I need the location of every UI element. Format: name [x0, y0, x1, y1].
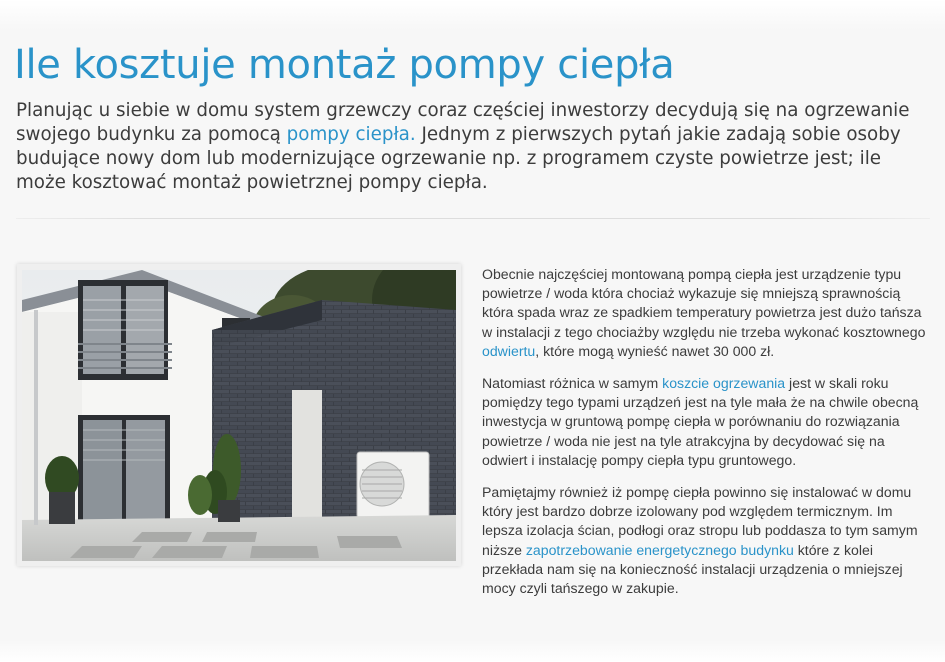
article-paragraph — [482, 483, 932, 598]
article-text — [482, 265, 932, 611]
paragraph-text: , które mogą wynieść nawet 30 000 zł. — [535, 342, 775, 359]
koszcie-ogrzewania-link[interactable]: koszcie ogrzewania — [662, 375, 786, 392]
paragraph-text: Pamiętajmy również iż pompę ciepła powinno się instalować w domu który jest bardzo dobrze izolowany pod względem termicznym. Im lepsza izolacja ścian, podłogi oraz stropu lub poddasza to tym samym niższe — [482, 484, 918, 558]
paragraph-text: jest w skali roku pomiędzy tego typami urządzeń jest na tyle mała że na chwile obecną inwestycja w gruntową pompę ciepła w porównaniu do rozwiązania powietrze / woda nie jest na tyle atrakcyjna by decydować się na odwiert i instalację pompy ciepła typu gruntowego. — [482, 375, 919, 468]
paragraph-text: Obecnie najczęściej montowaną pompą ciepła jest urządzenie typu powietrze / woda która chociaż wykazuje się mniejszą sprawnością która spada wraz ze spadkiem temperatury powietrza jest dużo tańsza w instalacji z tego chociażby względu nie trzeba wykonać kosztownego — [482, 266, 926, 340]
paragraph-text: Natomiast różnica w samym — [482, 375, 663, 392]
intro-paragraph — [16, 99, 916, 195]
odwiertu-link[interactable]: odwiertu — [482, 342, 536, 359]
zapotrzebowanie-energetyczne-link[interactable]: zapotrzebowanie energetycznego budynku — [525, 541, 794, 558]
pompy-ciepla-link[interactable]: pompy ciepła. — [286, 124, 416, 145]
intro-text-end: Jednym z pierwszych pytań jakie zadają sobie osoby budujące nowy dom lub modernizujące ogrzewanie np. z programem czyste powietrze jest; ile może kosztować montaż powietrznej pompy ciepła. — [16, 124, 901, 193]
page-title: Ile kosztuje montaż pompy ciepła — [14, 42, 675, 88]
article-paragraph — [482, 265, 932, 361]
article-paragraph — [482, 374, 932, 470]
house-heat-pump-photo — [22, 270, 456, 561]
intro-text-start: Planując u siebie w domu system grzewczy coraz częściej inwestorzy decydują się na ogrzewanie swojego budynku za pomocą — [16, 100, 910, 145]
section-divider — [16, 218, 930, 219]
paragraph-text: które z kolei przekłada nam się na konieczność instalacji urządzenia o mniejszej mocy czyli tańszego w zakupie. — [482, 541, 903, 597]
